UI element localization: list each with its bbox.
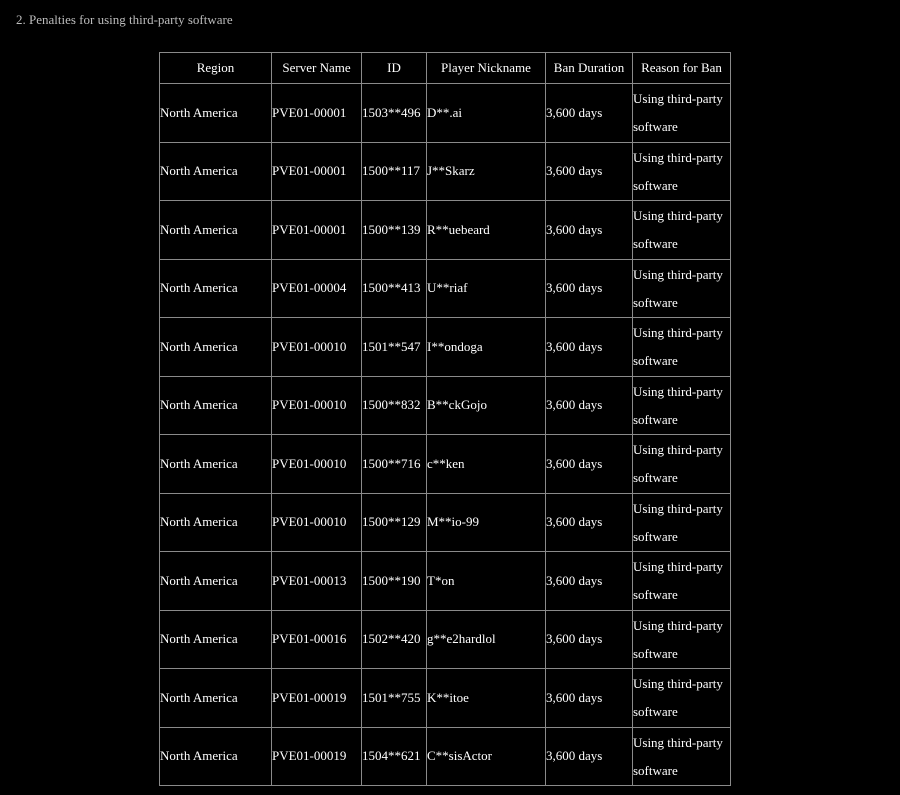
cell-server-name: PVE01-00013 [272, 552, 362, 611]
cell-ban-duration: 3,600 days [546, 669, 633, 728]
cell-player-nickname: I**ondoga [427, 318, 546, 377]
cell-region: North America [160, 610, 272, 669]
cell-region: North America [160, 493, 272, 552]
cell-reason-for-ban: Using third-party software [633, 552, 731, 611]
table-row [160, 669, 731, 728]
cell-region: North America [160, 84, 272, 143]
cell-ban-duration: 3,600 days [546, 318, 633, 377]
cell-id: 1500**117 [362, 142, 427, 201]
cell-region: North America [160, 727, 272, 786]
header-region: Region [160, 53, 272, 84]
cell-reason-for-ban: Using third-party software [633, 493, 731, 552]
cell-id: 1500**139 [362, 201, 427, 260]
table-row [160, 610, 731, 669]
cell-player-nickname: R**uebeard [427, 201, 546, 260]
header-reason-for-ban: Reason for Ban [633, 53, 731, 84]
table-row [160, 727, 731, 786]
cell-server-name: PVE01-00019 [272, 669, 362, 728]
cell-reason-for-ban: Using third-party software [633, 435, 731, 494]
cell-player-nickname: g**e2hardlol [427, 610, 546, 669]
cell-player-nickname: c**ken [427, 435, 546, 494]
cell-ban-duration: 3,600 days [546, 376, 633, 435]
cell-reason-for-ban: Using third-party software [633, 376, 731, 435]
table-row [160, 259, 731, 318]
cell-region: North America [160, 259, 272, 318]
cell-server-name: PVE01-00016 [272, 610, 362, 669]
cell-region: North America [160, 142, 272, 201]
cell-reason-for-ban: Using third-party software [633, 84, 731, 143]
cell-ban-duration: 3,600 days [546, 610, 633, 669]
cell-id: 1500**129 [362, 493, 427, 552]
cell-ban-duration: 3,600 days [546, 435, 633, 494]
table-row [160, 201, 731, 260]
cell-server-name: PVE01-00001 [272, 142, 362, 201]
cell-player-nickname: M**io-99 [427, 493, 546, 552]
cell-player-nickname: D**.ai [427, 84, 546, 143]
cell-id: 1500**413 [362, 259, 427, 318]
cell-server-name: PVE01-00004 [272, 259, 362, 318]
table-body [160, 84, 731, 786]
cell-id: 1502**420 [362, 610, 427, 669]
cell-player-nickname: B**ckGojo [427, 376, 546, 435]
cell-ban-duration: 3,600 days [546, 493, 633, 552]
cell-reason-for-ban: Using third-party software [633, 259, 731, 318]
table-row [160, 435, 731, 494]
cell-ban-duration: 3,600 days [546, 142, 633, 201]
cell-id: 1500**716 [362, 435, 427, 494]
cell-ban-duration: 3,600 days [546, 727, 633, 786]
table-row [160, 318, 731, 377]
cell-server-name: PVE01-00001 [272, 201, 362, 260]
cell-id: 1500**832 [362, 376, 427, 435]
cell-server-name: PVE01-00010 [272, 318, 362, 377]
table-row [160, 552, 731, 611]
cell-ban-duration: 3,600 days [546, 259, 633, 318]
header-id: ID [362, 53, 427, 84]
table-row [160, 376, 731, 435]
cell-server-name: PVE01-00010 [272, 435, 362, 494]
table-header-row [160, 53, 731, 84]
table-row [160, 84, 731, 143]
table-row [160, 142, 731, 201]
cell-region: North America [160, 552, 272, 611]
cell-region: North America [160, 318, 272, 377]
cell-reason-for-ban: Using third-party software [633, 201, 731, 260]
table-row [160, 493, 731, 552]
header-player-nickname: Player Nickname [427, 53, 546, 84]
cell-player-nickname: J**Skarz [427, 142, 546, 201]
header-ban-duration: Ban Duration [546, 53, 633, 84]
cell-player-nickname: K**itoe [427, 669, 546, 728]
cell-reason-for-ban: Using third-party software [633, 318, 731, 377]
cell-reason-for-ban: Using third-party software [633, 727, 731, 786]
cell-ban-duration: 3,600 days [546, 552, 633, 611]
cell-server-name: PVE01-00010 [272, 376, 362, 435]
cell-region: North America [160, 435, 272, 494]
cell-id: 1504**621 [362, 727, 427, 786]
cell-ban-duration: 3,600 days [546, 84, 633, 143]
cell-ban-duration: 3,600 days [546, 201, 633, 260]
cell-region: North America [160, 201, 272, 260]
cell-id: 1501**547 [362, 318, 427, 377]
cell-player-nickname: T*on [427, 552, 546, 611]
cell-reason-for-ban: Using third-party software [633, 669, 731, 728]
cell-server-name: PVE01-00010 [272, 493, 362, 552]
cell-id: 1501**755 [362, 669, 427, 728]
cell-server-name: PVE01-00001 [272, 84, 362, 143]
ban-table [159, 52, 731, 786]
cell-id: 1500**190 [362, 552, 427, 611]
cell-region: North America [160, 376, 272, 435]
cell-region: North America [160, 669, 272, 728]
section-heading: 2. Penalties for using third-party software [16, 12, 233, 27]
cell-reason-for-ban: Using third-party software [633, 610, 731, 669]
cell-player-nickname: C**sisActor [427, 727, 546, 786]
cell-id: 1503**496 [362, 84, 427, 143]
cell-reason-for-ban: Using third-party software [633, 142, 731, 201]
cell-player-nickname: U**riaf [427, 259, 546, 318]
cell-server-name: PVE01-00019 [272, 727, 362, 786]
header-server-name: Server Name [272, 53, 362, 84]
